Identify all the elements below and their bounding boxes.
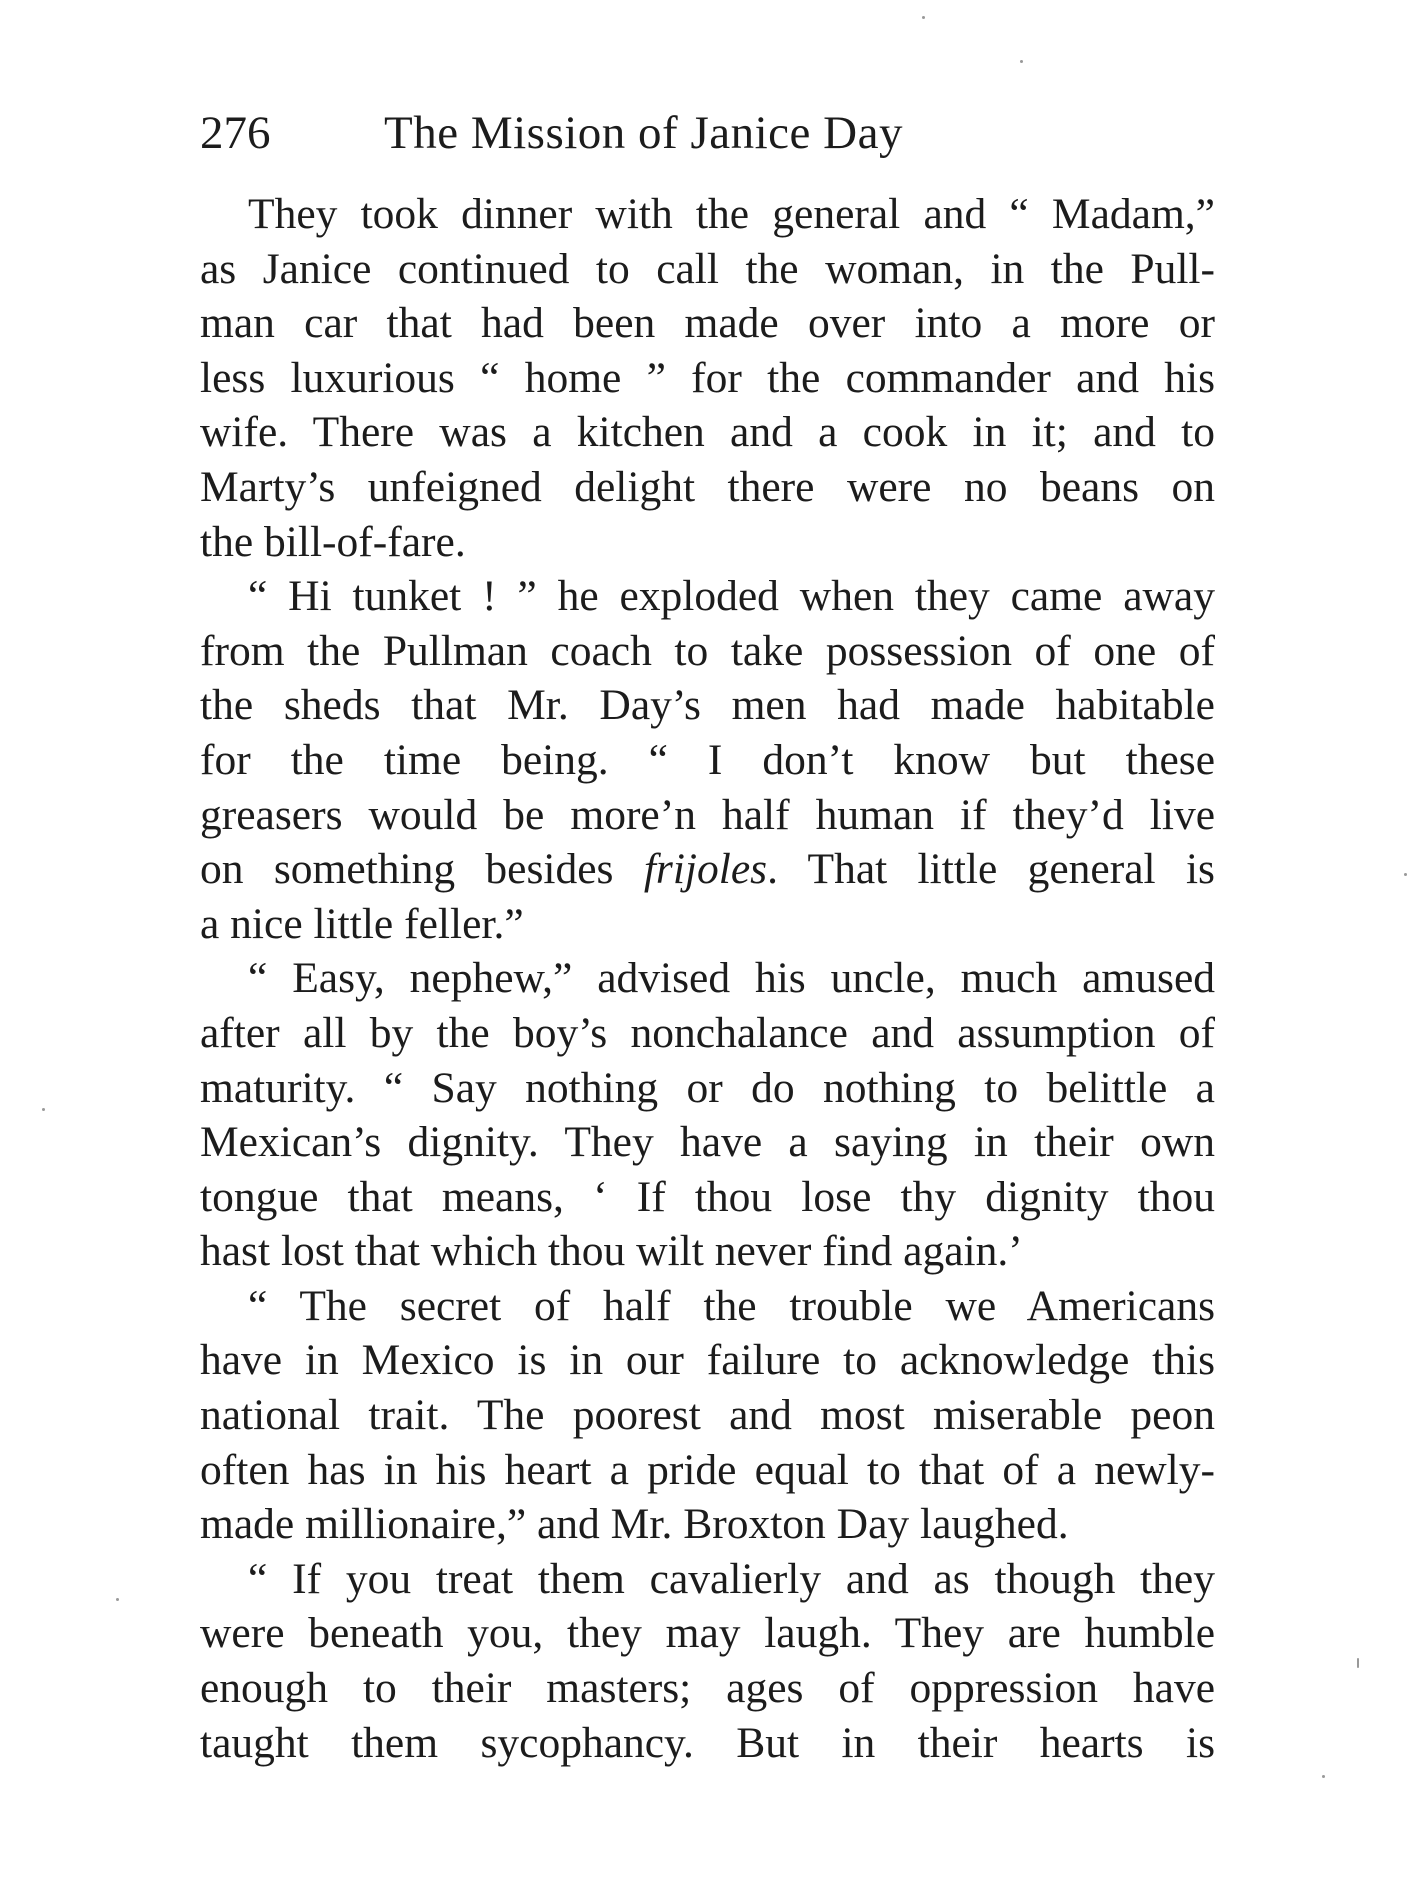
text-line: the sheds that Mr. Day’s men had made habitable [200, 681, 1215, 730]
text-line: the bill-of-fare. [200, 517, 466, 566]
text-line: Marty’s unfeigned delight there were no beans on [200, 462, 1215, 511]
text-line: tongue that means, ‘ If thou lose thy dignity thou [200, 1172, 1215, 1221]
text-line: made millionaire,” and Mr. Broxton Day laughed. [200, 1500, 1069, 1549]
text-line: hast lost that which thou wilt never find again.’ [200, 1227, 1023, 1276]
text-line: national trait. The poorest and most miserable peon [200, 1391, 1215, 1440]
text-line: Mexican’s dignity. They have a saying in their own [200, 1118, 1215, 1167]
italic-word: frijoles [643, 845, 768, 894]
running-title: The Mission of Janice Day [384, 107, 903, 159]
scan-speck [1322, 1775, 1325, 1778]
text-line: often has in his heart a pride equal to that of a newly- [200, 1445, 1215, 1494]
text-line: greasers would be more’n half human if they’d live [200, 790, 1215, 839]
page-header [200, 98, 1040, 168]
body-text [200, 187, 1215, 1770]
scan-speck [116, 1598, 119, 1601]
text-line: “ Easy, nephew,” advised his uncle, much amused [248, 954, 1215, 1003]
text-line: were beneath you, they may laugh. They are humble [200, 1609, 1215, 1658]
text-line: after all by the boy’s nonchalance and assumption of [200, 1008, 1215, 1057]
text-line [200, 842, 1215, 897]
text-line: have in Mexico is in our failure to acknowledge this [200, 1336, 1215, 1385]
text-line: for the time being. “ I don’t know but these [200, 735, 1215, 784]
scan-speck [922, 16, 925, 19]
text-line: taught them sycophancy. But in their hearts is [200, 1718, 1215, 1767]
scan-speck [1404, 873, 1407, 876]
text-line: maturity. “ Say nothing or do nothing to belittle a [200, 1063, 1215, 1112]
text-line: “ Hi tunket ! ” he exploded when they came away [248, 572, 1215, 621]
text-line: a nice little feller.” [200, 899, 524, 948]
scan-speck [1357, 1658, 1359, 1668]
scan-speck [42, 1108, 45, 1111]
text-line: as Janice continued to call the woman, in the Pull- [200, 244, 1215, 293]
text-line: enough to their masters; ages of oppression have [200, 1664, 1215, 1713]
scan-speck [1020, 60, 1023, 63]
text-line: less luxurious “ home ” for the commander and his [200, 353, 1215, 402]
text-line: “ The secret of half the trouble we Americans [248, 1281, 1215, 1330]
text-segment: on something besides [200, 845, 644, 894]
text-line: man car that had been made over into a more or [200, 299, 1215, 348]
page-number: 276 [200, 107, 271, 159]
text-line: from the Pullman coach to take possession of one of [200, 626, 1215, 675]
text-line: They took dinner with the general and “ Madam,” [248, 190, 1215, 238]
text-line: wife. There was a kitchen and a cook in it; and to [200, 408, 1215, 457]
text-line: “ If you treat them cavalierly and as though they [248, 1554, 1215, 1603]
text-segment: . That little general is [767, 845, 1215, 894]
